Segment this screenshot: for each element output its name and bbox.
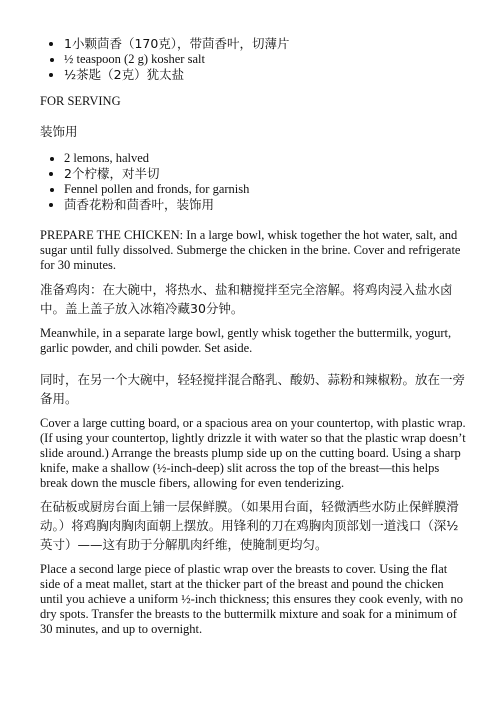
list-item: • 2 lemons, halved xyxy=(64,151,500,166)
buttermilk-step-paragraph: Meanwhile, in a separate large bowl, gently whisk together the buttermilk, yogurt, garlic powder, and chili powder. Set aside. xyxy=(40,326,452,355)
list-item: • 2个柠檬，对半切 xyxy=(64,166,500,182)
pound-step-paragraph: Place a second large piece of plastic wrap over the breasts to cover. Using the flat side of a meat mallet, start at the thicker part of the breast and pound the chicken until you achieve a uniform ½-inch thickness; this ensures they cook evenly, with no dry spots. Transfer the breasts to the buttermilk mixture and soak for a minimum of 30 minutes, and up to overnight. xyxy=(40,562,464,636)
prepare-step-paragraph-zh: 准备鸡肉：在大碗中，将热水、盐和糖搅拌至完全溶解。将鸡肉浸入盐水卤中。盖上盖子放入冰箱冷藏30分钟。 xyxy=(40,282,453,316)
prepare-step-paragraph: PREPARE THE CHICKEN: In a large bowl, whisk together the hot water, salt, and sugar until fully dissolved. Submerge the chicken in the brine. Cover and refrigerate for 30 minutes. xyxy=(40,228,461,272)
cutting-board-step-paragraph: Cover a large cutting board, or a spacious area on your countertop, with plastic wrap. (If using your countertop, lightly drizzle it with water so that the plastic wrap doesn’t slide around.) Arrange the breasts plump side up on the cutting board. Using a sharp knife, make a shallow (½-inch-deep) slit across the top of the breast—this helps break down the muscle fibers, allowing for even tenderizing. xyxy=(40,416,466,490)
list-item: • 1小颗茴香（170克），带茴香叶，切薄片 xyxy=(64,36,500,52)
cutting-board-step-paragraph-zh: 在砧板或厨房台面上铺一层保鲜膜。（如果用台面，轻微洒些水防止保鲜膜滑动。）将鸡胸肉胸肉面朝上摆放。用锋利的刀在鸡胸肉顶部划一道浅口（深½英寸）——这有助于分解肌肉纤维，使腌制更均匀。 xyxy=(40,499,459,552)
list-item: • Fennel pollen and fronds, for garnish xyxy=(64,182,500,197)
buttermilk-step-paragraph-zh: 同时，在另一个大碗中，轻轻搅拌混合酪乳、酸奶、蒜粉和辣椒粉。放在一旁备用。 xyxy=(40,372,466,406)
list-item: • 茴香花粉和茴香叶，装饰用 xyxy=(64,197,500,213)
for-serving-heading-zh: 装饰用 xyxy=(40,124,78,139)
list-item: • ½茶匙（2克）犹太盐 xyxy=(64,67,500,83)
for-serving-heading: FOR SERVING xyxy=(40,94,121,108)
ingredient-list xyxy=(40,36,500,83)
serving-list xyxy=(40,151,500,213)
list-item: • ½ teaspoon (2 g) kosher salt xyxy=(64,52,500,67)
